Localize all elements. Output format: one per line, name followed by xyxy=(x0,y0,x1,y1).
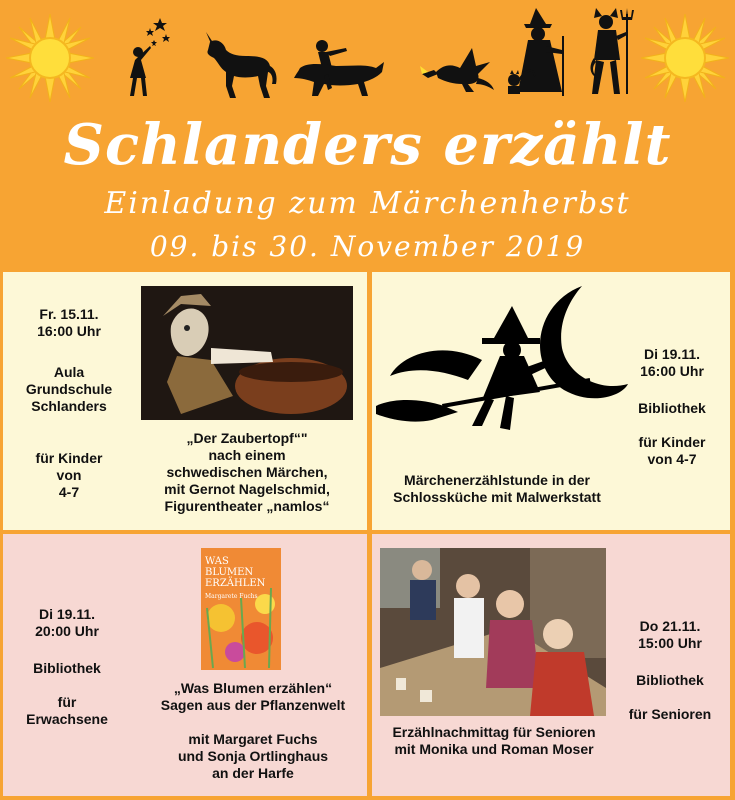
description-line: mit Gernot Nagelschmid, xyxy=(164,481,330,497)
witch-silhouette xyxy=(506,6,576,98)
place-line: Bibliothek xyxy=(33,660,101,676)
description-line: Schlossküche mit Malwerkstatt xyxy=(393,489,601,505)
description-spacer xyxy=(139,714,367,731)
event-audience xyxy=(7,450,131,501)
book-cover xyxy=(201,548,281,670)
description-line: mit Monika und Roman Moser xyxy=(394,741,594,757)
puppet-photo xyxy=(141,286,353,420)
event-time: 16:00 Uhr xyxy=(640,363,704,379)
event-place xyxy=(7,364,131,415)
description-line: Märchenerzählstunde in der xyxy=(404,472,590,488)
event-description xyxy=(139,680,367,782)
audience-line: von xyxy=(56,467,82,483)
rider-on-wolf-silhouette xyxy=(292,38,386,102)
sun-icon xyxy=(641,14,729,102)
subtitle: Einladung zum Märchenherbst xyxy=(104,186,631,221)
place-line: Schlanders xyxy=(31,398,107,414)
witch-on-broom-moon-silhouette xyxy=(372,280,628,466)
book-title xyxy=(205,556,277,602)
event-date: Fr. 15.11. xyxy=(39,306,99,322)
event-description xyxy=(141,430,353,515)
event-panel-erzaehlnachmittag xyxy=(372,534,730,796)
description-line: Sagen aus der Pflanzenwelt xyxy=(160,697,346,713)
event-time: 16:00 Uhr xyxy=(37,323,101,339)
seniors-photo xyxy=(380,548,606,716)
devil-silhouette xyxy=(588,6,636,98)
description-line: mit Margaret Fuchs xyxy=(188,731,318,747)
event-audience xyxy=(614,434,730,468)
audience-line: für Kinder xyxy=(638,434,706,450)
sun-icon xyxy=(6,14,94,102)
event-datetime xyxy=(3,606,131,640)
event-place xyxy=(610,672,730,689)
event-date: Do 21.11. xyxy=(639,618,701,634)
place-line: Grundschule xyxy=(25,381,113,397)
date-range: 09. bis 30. November 2019 xyxy=(149,230,586,263)
audience-line: von 4-7 xyxy=(647,451,697,467)
event-datetime xyxy=(7,306,131,340)
event-description xyxy=(372,472,622,506)
description-line: und Sonja Ortlinghaus xyxy=(177,748,329,764)
description-line: Figurentheater „namlos“ xyxy=(164,498,330,514)
description-line: Erzählnachmittag für Senioren xyxy=(392,724,596,740)
audience-line: für Senioren xyxy=(628,706,712,722)
description-line: schwedischen Märchen, xyxy=(166,464,328,480)
event-panel-maerchenerzaehlstunde xyxy=(372,272,730,530)
header-banner xyxy=(0,0,735,270)
event-time: 15:00 Uhr xyxy=(638,635,702,651)
event-audience xyxy=(3,694,131,728)
book-author: Margarete Fuchs xyxy=(205,593,258,600)
page-title: Schlanders erzählt xyxy=(63,112,672,178)
event-panel-zaubertopf xyxy=(3,272,367,530)
event-date: Di 19.11. xyxy=(38,606,96,622)
event-date: Di 19.11. xyxy=(643,346,701,362)
event-place xyxy=(3,660,131,677)
audience-line: 4-7 xyxy=(58,484,80,500)
description-line: nach einem xyxy=(208,447,286,463)
audience-line: für xyxy=(57,694,77,710)
description-line: „Was Blumen erzählen“ xyxy=(173,680,333,696)
place-line: Aula xyxy=(53,364,85,380)
unicorn-silhouette xyxy=(198,28,280,100)
event-time: 20:00 Uhr xyxy=(35,623,99,639)
event-datetime xyxy=(610,618,730,652)
description-line: „Der Zaubertopf“" xyxy=(186,430,308,446)
description-line: an der Harfe xyxy=(212,765,294,781)
event-datetime xyxy=(614,346,730,380)
place-line: Bibliothek xyxy=(636,672,704,688)
event-description xyxy=(372,724,616,758)
dragon-silhouette xyxy=(420,44,496,96)
event-panel-was-blumen-erzaehlen xyxy=(3,534,367,796)
audience-line: für Kinder xyxy=(35,450,103,466)
event-place xyxy=(614,400,730,417)
fairy-silhouette xyxy=(120,16,176,100)
book-title-line: WAS BLUMEN xyxy=(205,556,254,578)
place-line: Bibliothek xyxy=(638,400,706,416)
event-audience xyxy=(610,706,730,723)
audience-line: Erwachsene xyxy=(26,711,108,727)
book-title-line: ERZÄHLEN xyxy=(205,578,266,589)
